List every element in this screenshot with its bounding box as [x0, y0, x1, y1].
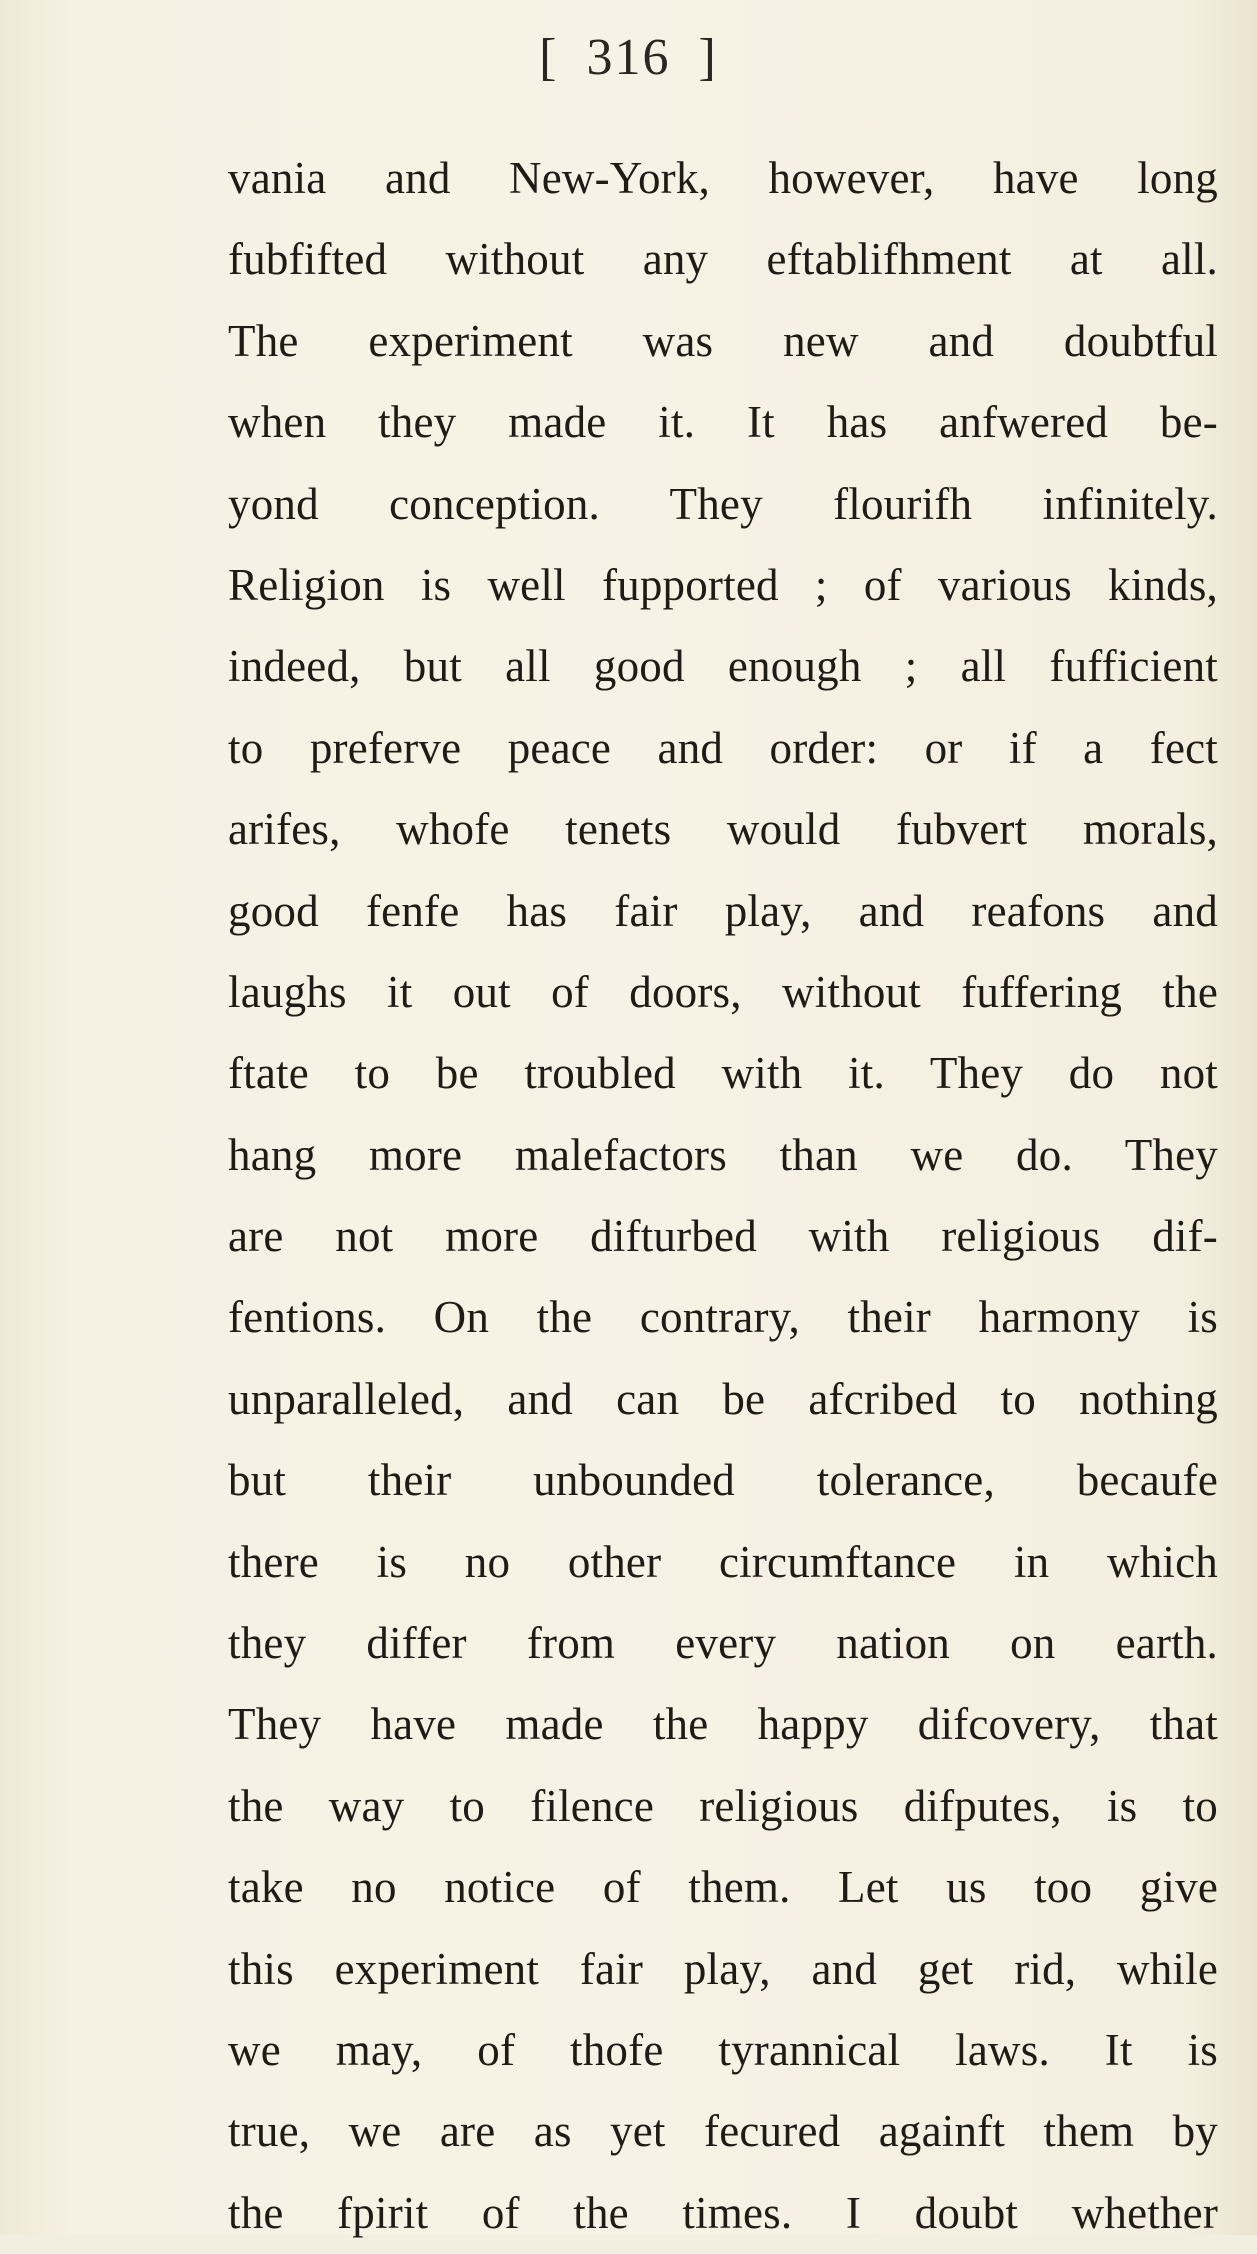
text-line: are not more difturbed with religious dif- — [228, 1211, 1218, 1262]
text-line: laughs it out of doors, without fuffering the — [228, 966, 1218, 1017]
text-line: this experiment fair play, and get rid, while — [228, 1943, 1218, 1994]
text-line: true, we are as yet fecured againft them by — [228, 2106, 1218, 2157]
text-line: but their unbounded tolerance, becaufe — [228, 1455, 1218, 1506]
text-line: the fpirit of the times. I doubt whether — [228, 2187, 1218, 2238]
text-line: vania and New-York, however, have long — [228, 153, 1218, 203]
text-line: yond conception. They flourifh infinitely. — [228, 478, 1218, 529]
text-line: hang more malefactors than we do. They — [228, 1129, 1218, 1180]
text-line: take no notice of them. Let us too give — [228, 1862, 1218, 1913]
text-line: there is no other circumftance in which — [228, 1536, 1218, 1587]
text-line: fentions. On the contrary, their harmony is — [228, 1292, 1218, 1343]
open-bracket: [ — [539, 29, 559, 86]
text-line: ftate to be troubled with it. They do not — [228, 1048, 1218, 1099]
page-number: 316 — [586, 29, 671, 86]
text-line: fubfifted without any eftablifhment at all. — [228, 234, 1218, 285]
text-line: Religion is well fupported ; of various kinds, — [228, 559, 1218, 610]
text-line: they differ from every nation on earth. — [228, 1618, 1218, 1669]
text-line: The experiment was new and doubtful — [228, 315, 1218, 366]
text-line: when they made it. It has anfwered be- — [228, 397, 1218, 448]
text-line: indeed, but all good enough ; all fufficient — [228, 641, 1218, 692]
text-line: good fenfe has fair play, and reafons and — [228, 885, 1218, 936]
text-line: the way to filence religious difputes, is to — [228, 1780, 1218, 1831]
close-bracket: ] — [698, 29, 718, 86]
text-line: unparalleled, and can be afcribed to nothing — [228, 1373, 1218, 1424]
text-line: to preferve peace and order: or if a fect — [228, 722, 1218, 773]
text-line: They have made the happy difcovery, that — [228, 1699, 1218, 1750]
text-line: we may, of thofe tyrannical laws. It is — [228, 2024, 1218, 2075]
text-line: arifes, whofe tenets would fubvert morals, — [228, 804, 1218, 855]
page-header — [0, 28, 1257, 88]
body-text — [228, 138, 1218, 2254]
